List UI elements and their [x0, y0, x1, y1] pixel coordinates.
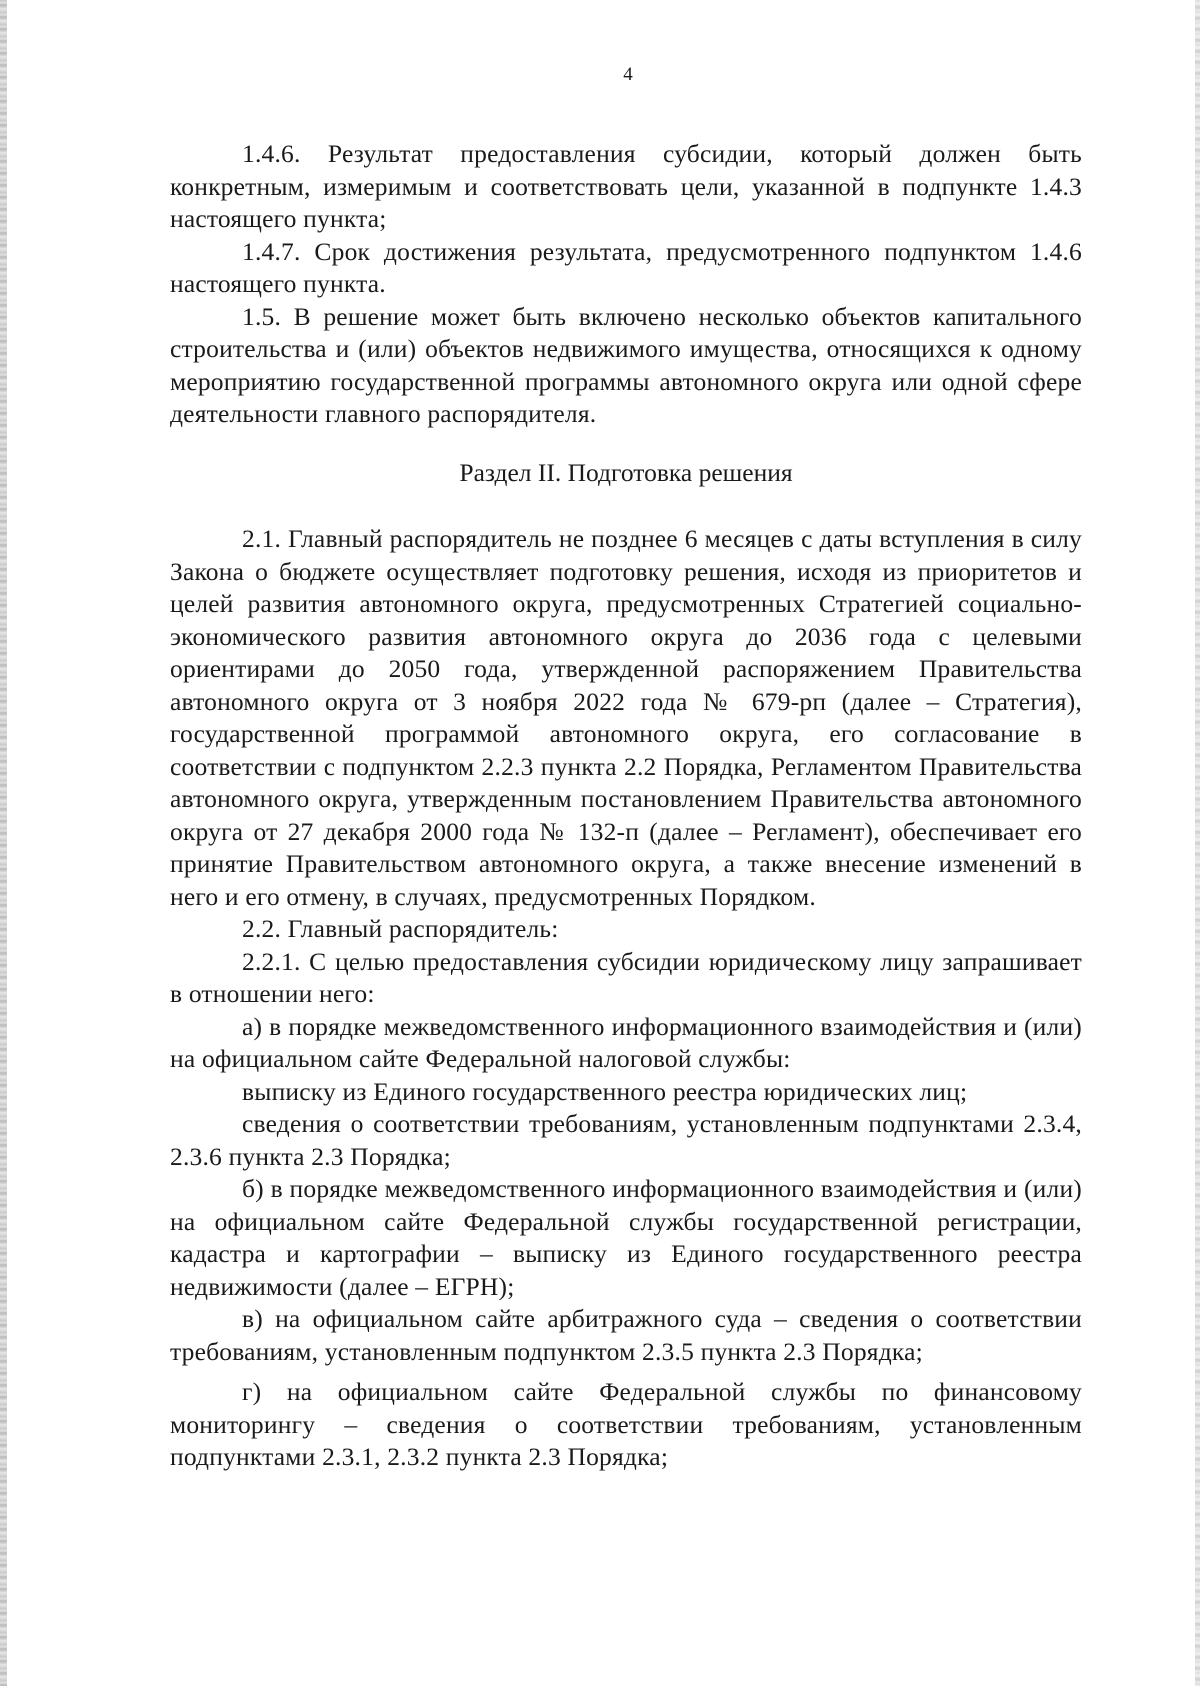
page-number: 4 — [623, 64, 633, 85]
paragraph-2-2-1: 2.2.1. С целью предоставления субсидии юридическому лицу запрашивает в отношении него: — [170, 946, 1082, 1008]
scan-edge-left — [0, 0, 7, 1686]
paragraph-1-4-6: 1.4.6. Результат предоставления субсидии, который должен быть конкретным, измеримым и соответствовать цели, указанной в подпункте 1.4.3 настоящего пункта; — [170, 139, 1082, 233]
paragraph-1-5: 1.5. В решение может быть включено несколько объектов капитального строительства и (или) объектов недвижимого имущества, относящихся к одному мероприятию государственной программы автономного округа или одной сфере деятельности главного распорядителя. — [170, 301, 1082, 428]
paragraph-2-1: 2.1. Главный распорядитель не позднее 6 месяцев с даты вступления в силу Закона о бюджете осуществляет подготовку решения, исходя из приоритетов и целей развития автономного округа, предусмотренных Стратегией социально-экономического развития автономного округа до 2036 года с целевыми ориентирами до 2050 года, утвержденной распоряжением Правительства автономного округа от 3 ноября 2022 года № 679-рп (далее – Стратегия), государственной программой автономного округа, его согласование в соответствии с подпунктом 2.2.3 пункта 2.2 Порядка, Регламентом Правительства автономного округа, утвержденным постановлением Правительства автономного округа от 27 декабря 2000 года № 132-п (далее – Регламент), обеспечивает его принятие Правительством автономного округа, а также внесение изменений в него и его отмену, в случаях, предусмотренных Порядком. — [170, 524, 1082, 911]
section-heading: Раздел II. Подготовка решения — [459, 457, 793, 487]
paragraph-1-4-7: 1.4.7. Срок достижения результата, предусмотренного подпунктом 1.4.6 настоящего пункта. — [170, 236, 1082, 298]
paragraph-egrul: выписку из Единого государственного реестра юридических лиц; — [242, 1076, 968, 1106]
scan-edge-right — [1195, 0, 1200, 1686]
paragraph-item-g: г) на официальном сайте Федеральной службы по финансовому мониторингу – сведения о соответствии требованиям, установленным подпунктами 2.3.1, 2.3.2 пункта 2.3 Порядка; — [170, 1377, 1082, 1471]
paragraph-2-2: 2.2. Главный распорядитель: — [242, 914, 559, 943]
paragraph-requirements-2-3-4: сведения о соответствии требованиям, установленным подпунктами 2.3.4, 2.3.6 пункта 2.3 Порядка; — [170, 1109, 1082, 1171]
paragraph-item-v: в) на официальном сайте арбитражного суда – сведения о соответствии требованиям, установленным подпунктом 2.3.5 пункта 2.3 Порядка; — [170, 1304, 1082, 1366]
paragraph-item-a: а) в порядке межведомственного информационного взаимодействия и (или) на официальном сайте Федеральной налоговой службы: — [170, 1011, 1082, 1073]
document-body — [170, 138, 1082, 1474]
paragraph-item-b: б) в порядке межведомственного информационного взаимодействия и (или) на официальном сайте Федеральной службы государственной регистрации, кадастра и картографии – выписку из Единого государственного реестра недвижимости (далее – ЕГРН); — [170, 1174, 1082, 1301]
